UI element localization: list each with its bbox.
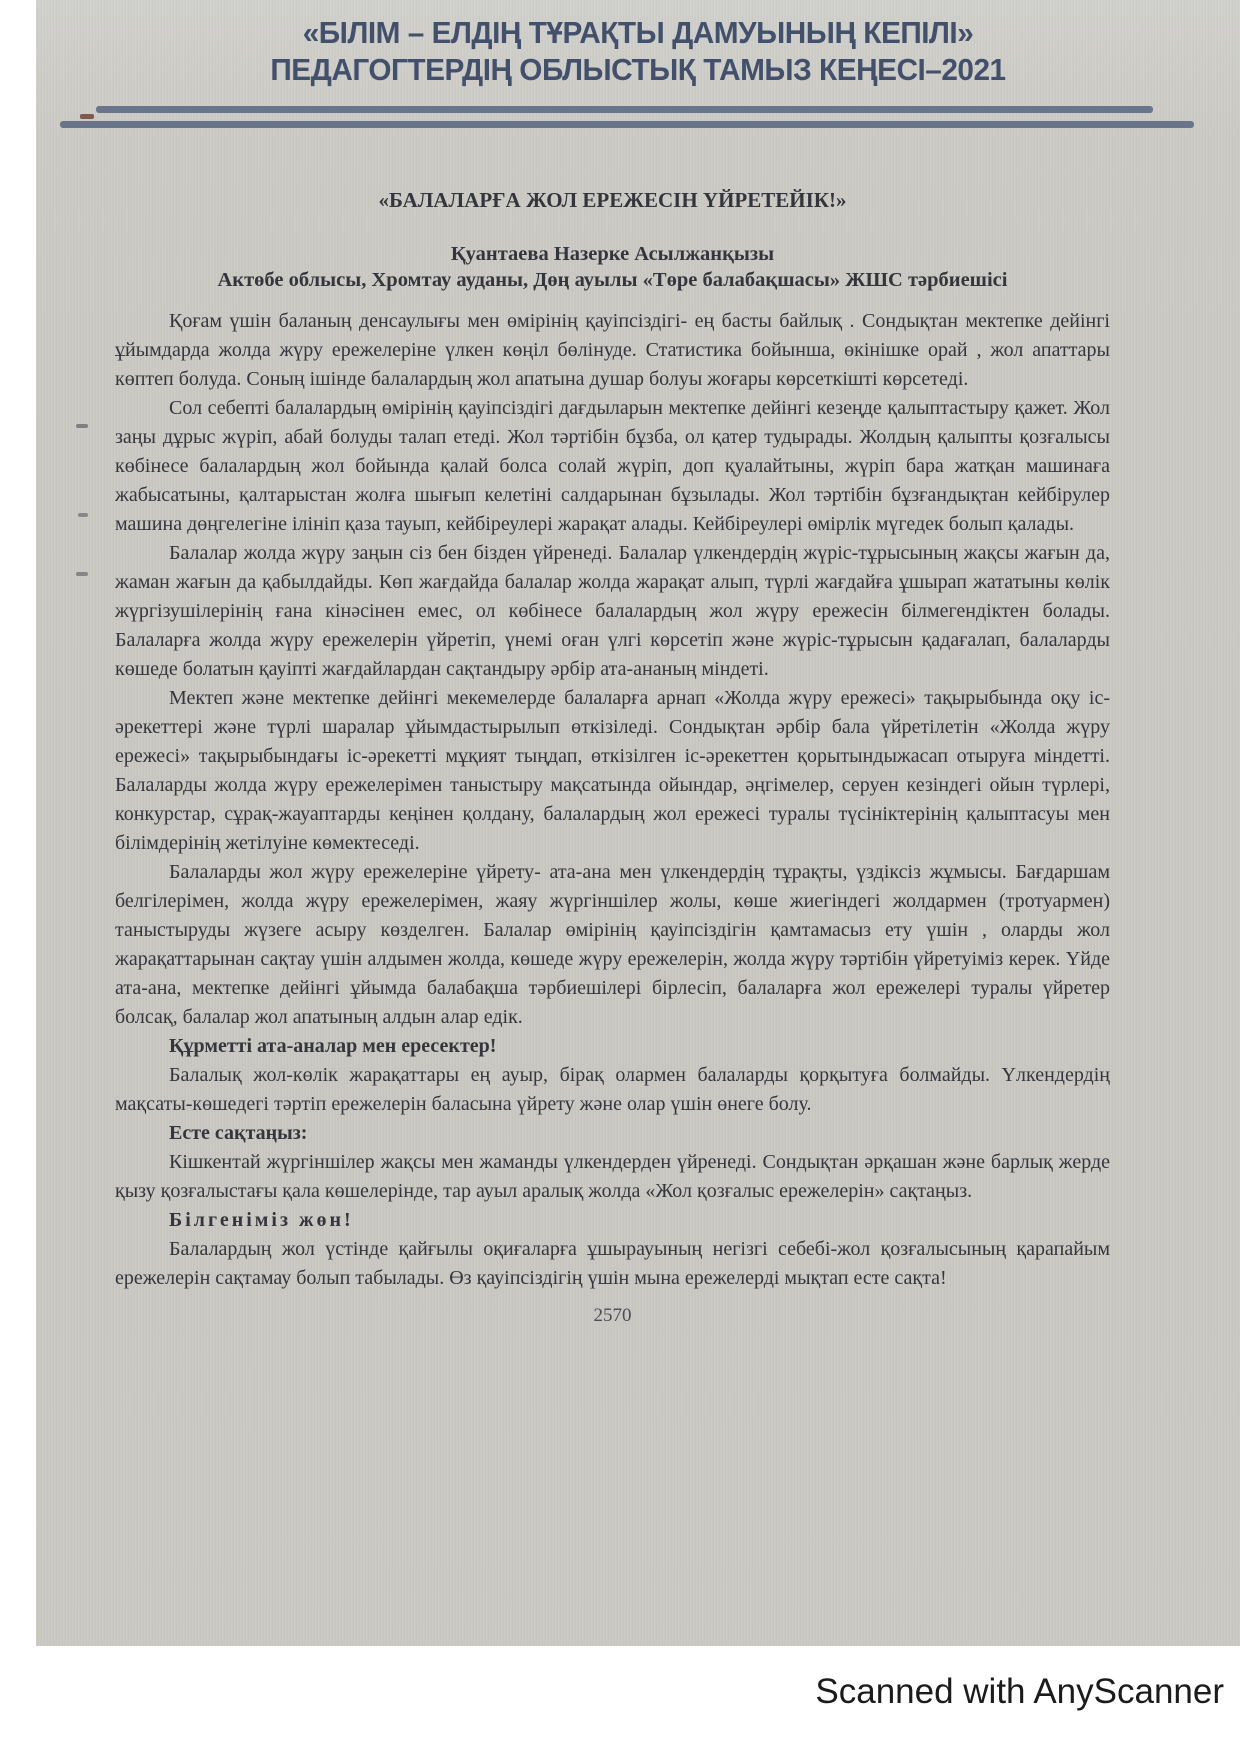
subheading-remember: Есте сақтаңыз: bbox=[169, 1122, 308, 1144]
paragraph: Балалар жолда жүру заңын сіз бен бізден үйренеді. Балалар үлкендердің жүріс-тұрысының жақсы жағын да, жаман жағын да қабылдайды. Көп жағдайда балалар жолда жарақат алып, түрлі жағдайға ұшырап жататыны көлік жүргізушілерінің ғана кінәсінен емес, ол көбінесе балалардың жол жүру ережесін білмегендіктен болады. Балаларға жолда жүру ережелерін үйретіп, үнемі оған үлгі көрсетіп және жүріс-тұрысын қадағалап, балаларды көшеде болатын қауіпті жағдайлардан сақтандыру әрбір ата-ананың міндеті. bbox=[115, 542, 1110, 680]
paragraph: Балаларды жол жүру ережелеріне үйрету- ата-ана мен үлкендердің тұрақты, үздіксіз жұмысы. Бағдаршам белгілерімен, жолда жүру ережелерімен, жаяу жүргіншілер жолы, көше жиегіндегі жолдармен (тротуармен) таныстыруды жүзеге асыру көзделген. Балалар өмірінің қауіпсіздігін қамтамасыз ету үшін , оларды жол жарақаттарынан сақтау үшін алдымен жолда, көшеде жүру ережелерін, жолда жүру тәртібін үйретуіміз керек. Үйде ата-ана, мектепке дейінгі ұйымда балабақша тәрбиешілері бірлесіп, балаларға жол ережелері туралы үйретер болсақ, балалар жол апатының алдын алар едік. bbox=[115, 861, 1110, 1028]
scan-artifact bbox=[76, 572, 88, 576]
scan-artifact bbox=[80, 114, 94, 119]
subheading-know: Білгеніміз жөн! bbox=[169, 1209, 354, 1231]
scan-artifact bbox=[76, 424, 88, 428]
paragraph: Сол себепті балалардың өмірінің қауіпсіздігі дағдыларын мектепке дейінгі кезеңде қалыптастыру қажет. Жол заңы дұрыс жүріп, абай болуды талап етеді. Жол тәртібін бұзба, ол қатер тудырады. Жолдың қалыпты қозғалысы көбінесе балалардың жол бойында қалай болса солай жүріп, доп қуалайтыны, жүріп бара жатқан машинаға жабысатыны, қалтарыстан жолға шығып келетіні салдарынан бұзылады. Жол тәртібін бұзғандықтан кейбірулер машина дөңгелегіне ілініп қаза тауып, кейбіреулері жарақат алады. Кейбіреулері өмірлік мүгедек болып қалады. bbox=[115, 397, 1110, 535]
header-rule-bottom bbox=[60, 121, 1194, 128]
conference-title-line2: ПЕДАГОГТЕРДІҢ ОБЛЫСТЫҚ ТАМЫЗ КЕҢЕСІ–2021 bbox=[270, 52, 1006, 87]
anyscanner-watermark: Scanned with AnyScanner bbox=[815, 1672, 1224, 1711]
paragraph: Кішкентай жүргіншілер жақсы мен жаманды үлкендерден үйренеді. Сондықтан әрқашан және барлық жерде қызу қозғалыстағы қала көшелерінде, тар ауыл аралық жолда «Жол қозғалыс ережелерін» сақтаңыз. bbox=[115, 1151, 1110, 1202]
conference-header bbox=[36, 0, 1240, 88]
scanned-page bbox=[36, 0, 1240, 1646]
scan-artifact bbox=[78, 513, 88, 517]
paragraph: Қоғам үшін баланың денсаулығы мен өмірінің қауіпсіздігі- ең басты байлық . Сондықтан мектепке дейінгі ұйымдарда жолда жүру ережелеріне үлкен көңіл бөлінуде. Статистика бойынша, өкінішке орай , жол апаттары көптеп болуда. Соның ішінде балалардың жол апатына душар болуы жоғары көрсеткішті көрсетеді. bbox=[115, 310, 1110, 390]
page-number: 2570 bbox=[593, 1305, 632, 1326]
paragraph: Балалық жол-көлік жарақаттары ең ауыр, бірақ олармен балаларды қорқытуға болмайды. Үлкендердің мақсаты-көшедегі тәртіп ережелерін баласына үйрету және олар үшін өнеге болу. bbox=[115, 1064, 1110, 1115]
paragraph: Балалардың жол үстінде қайғылы оқиғаларға ұшырауының негізгі себебі-жол қозғалысының қарапайым ережелерін сақтамау болып табылады. Өз қауіпсіздігің үшін мына ережелерді мықтап есте сақта! bbox=[115, 1238, 1110, 1289]
header-rule-top bbox=[96, 106, 1153, 113]
article-body bbox=[115, 186, 1110, 1330]
article-title: «БАЛАЛАРҒА ЖОЛ ЕРЕЖЕСІН ҮЙРЕТЕЙІК!» bbox=[378, 188, 847, 212]
paragraph: Мектеп және мектепке дейінгі мекемелерде балаларға арнап «Жолда жүру ережесі» тақырыбында оқу іс-әрекеттері және түрлі шаралар ұйымдастырылып өткізіледі. Сондықтан әрбір бала үйретілетін «Жолда жүру ережесі» тақырыбындағы іс-әрекетті мұқият тыңдап, өткізілген іс-әрекеттен қорытындыжасап отыруға міндетті. Балаларды жолда жүру ережелерімен таныстыру мақсатында ойындар, әңгімелер, серуен кезіндегі ойын түрлері, конкурстар, сұрақ-жауаптарды кеңінен қолдану, балалардың жол ережесі туралы түсініктерінің қалыптасуы мен білімдерінің жетілуіне көмектеседі. bbox=[115, 687, 1110, 854]
article-affiliation: Актөбе облысы, Хромтау ауданы, Дөң ауылы «Төре балабақшасы» ЖШС тәрбиешісі bbox=[217, 269, 1008, 291]
article-author: Қуантаева Назерке Асылжанқызы bbox=[450, 243, 775, 265]
conference-title-line1: «БІЛІМ – ЕЛДІҢ ТҰРАҚТЫ ДАМУЫНЫҢ КЕПІЛІ» bbox=[302, 15, 974, 50]
subheading-parents: Құрметті ата-аналар мен ересектер! bbox=[169, 1035, 497, 1057]
